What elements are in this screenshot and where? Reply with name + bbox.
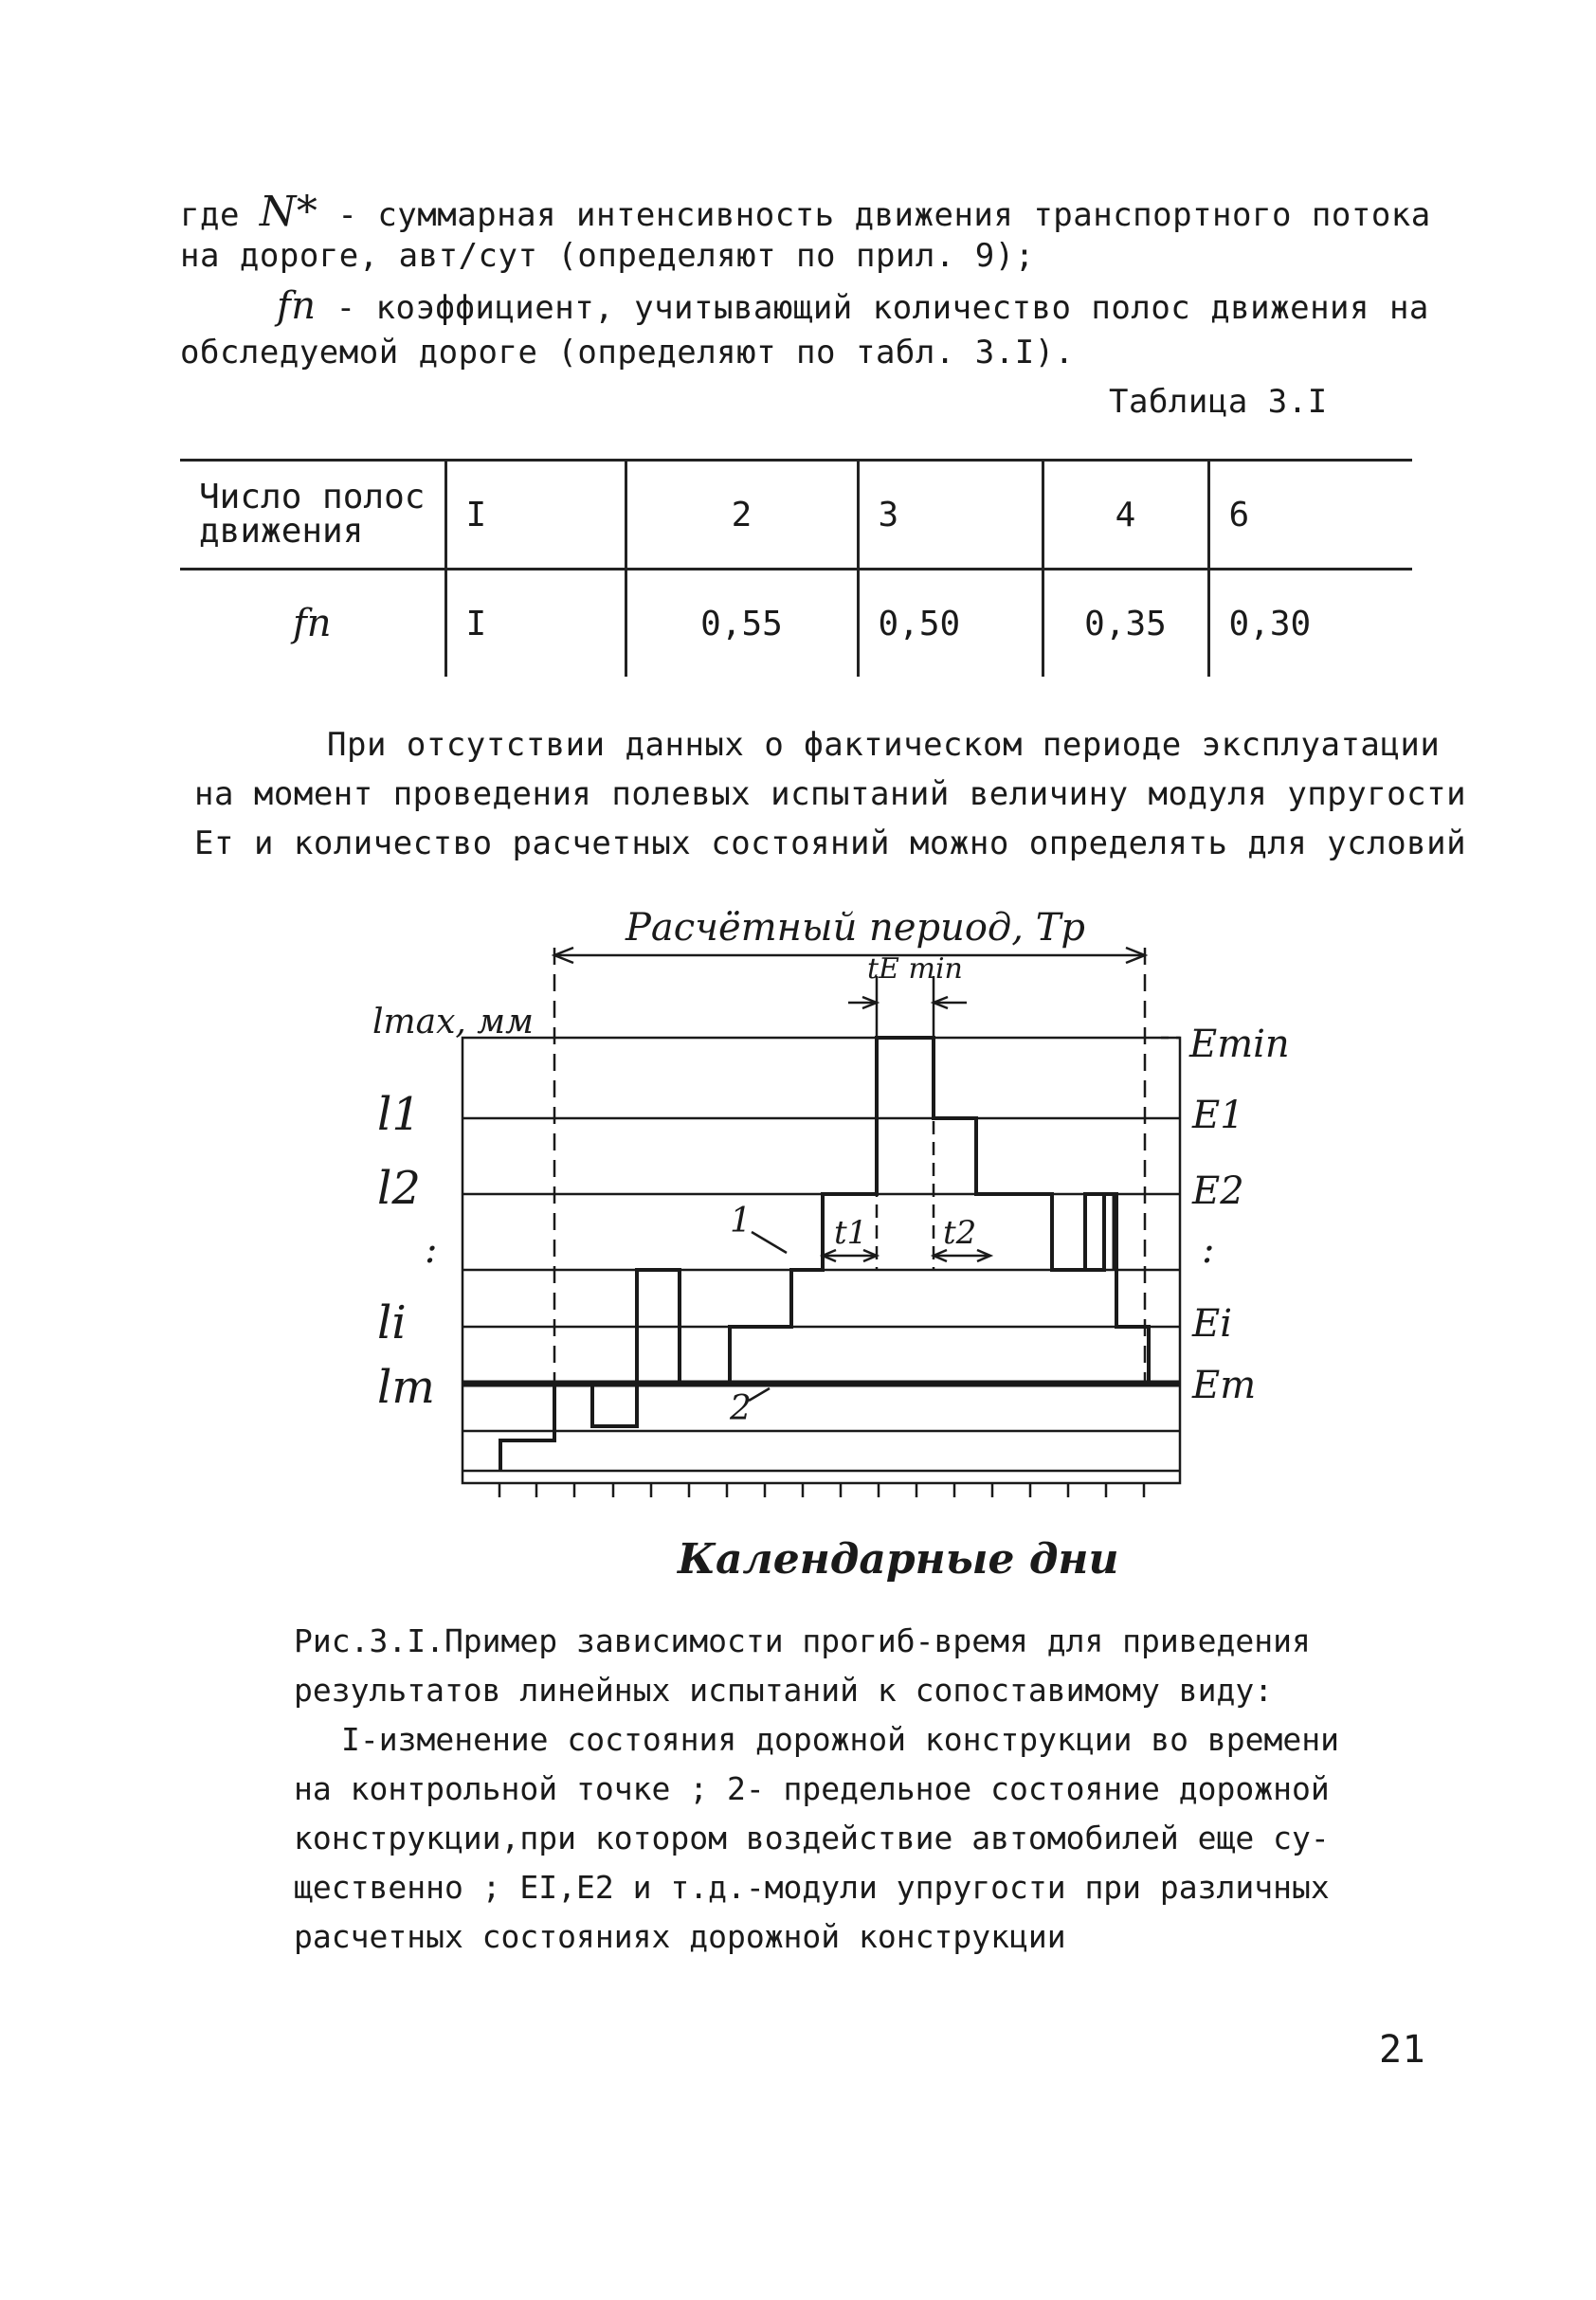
temin-label: tE min [867, 952, 963, 986]
intro-line-1-text: - суммарная интенсивность движения транспортного потока [337, 196, 1431, 234]
intro-line-1 [180, 188, 1431, 236]
curve-1 [500, 1038, 1180, 1471]
symbol-et: Eт [194, 824, 234, 862]
table-header-label: Число полос движения [180, 461, 445, 570]
intro-gde: где [180, 196, 240, 234]
caption-line-2: результатов линейных испытаний к сопоставимому виду: [294, 1672, 1274, 1709]
curve-2-label: 2 [730, 1389, 752, 1428]
caption-line-1: Рис.3.I.Пример зависимости прогиб-время для приведения [294, 1622, 1311, 1659]
caption-line-3: I-изменение состояния дорожной конструкции во времени [341, 1721, 1339, 1758]
paragraph-line-1: При отсутствии данных о фактическом периоде эксплуатации [327, 726, 1441, 764]
table-col-4: 4 [1043, 461, 1208, 570]
intro-line-3 [277, 284, 1429, 328]
table-row-label: fn [292, 602, 332, 645]
table-col-1: I [445, 461, 626, 570]
table-val-1: I [445, 570, 626, 678]
t2-label: t2 [943, 1214, 977, 1252]
figure-3-1 [0, 891, 1596, 1668]
curve-1-label: 1 [730, 1202, 752, 1241]
table-3-1 [180, 459, 1412, 677]
y-label-lmax: lmax, мм [372, 1003, 534, 1041]
figure-title: Расчётный период, Тр [626, 906, 1085, 950]
e-label-1: E1 [1192, 1094, 1244, 1137]
table-col-5: 6 [1208, 461, 1412, 570]
table-value-row [180, 570, 1412, 678]
x-axis-label: Календарные дни [678, 1535, 1119, 1584]
page-number: 21 [1379, 2028, 1426, 2072]
e-label-min: Emin [1189, 1023, 1290, 1066]
y-label-l2: l2 [377, 1162, 421, 1215]
intro-line-4: обследуемой дороге (определяют по табл. 3.I). [180, 334, 1075, 371]
table-val-2: 0,55 [626, 570, 858, 678]
table-caption: Таблица 3.I [1109, 383, 1328, 421]
caption-line-7: расчетных состояниях дорожной конструкции [294, 1918, 1066, 1955]
e-label-i: Ei [1192, 1302, 1232, 1346]
symbol-fn: fn [277, 284, 317, 328]
y-label-dots: : [425, 1228, 438, 1272]
paragraph-line-3 [194, 824, 1466, 862]
caption-line-5: конструкции,при котором воздействие автомобилей еще су- [294, 1820, 1330, 1856]
e-label-dots: : [1202, 1228, 1215, 1272]
t1-label: t1 [834, 1214, 868, 1252]
y-label-li: li [377, 1296, 407, 1349]
y-label-lt: lт [377, 1361, 435, 1414]
table-col-2: 2 [626, 461, 858, 570]
x-axis-ticks [499, 1483, 1144, 1497]
paragraph-line-3-text: и количество расчетных состояний можно определять для условий [253, 824, 1467, 862]
y-label-l1: l1 [377, 1088, 421, 1141]
caption-line-6: щественно ; EI,E2 и т.д.-модули упругости при различных [294, 1869, 1330, 1906]
e-label-2: E2 [1192, 1169, 1244, 1213]
table-val-4: 0,35 [1043, 570, 1208, 678]
table-header-row [180, 461, 1412, 570]
table-val-3: 0,50 [858, 570, 1043, 678]
table-val-5: 0,30 [1208, 570, 1412, 678]
intro-line-2: на дороге, авт/сут (определяют по прил. 9); [180, 237, 1035, 275]
symbol-n-star: N* [259, 188, 318, 236]
table-col-3: 3 [858, 461, 1043, 570]
intro-line-3-text: - коэффициент, учитывающий количество полос движения на [336, 289, 1429, 327]
paragraph-line-2: на момент проведения полевых испытаний величину модуля упругости [194, 775, 1467, 813]
caption-line-4: на контрольной точке ; 2- предельное состояние дорожной [294, 1770, 1330, 1807]
e-label-t: Eт [1192, 1364, 1257, 1407]
